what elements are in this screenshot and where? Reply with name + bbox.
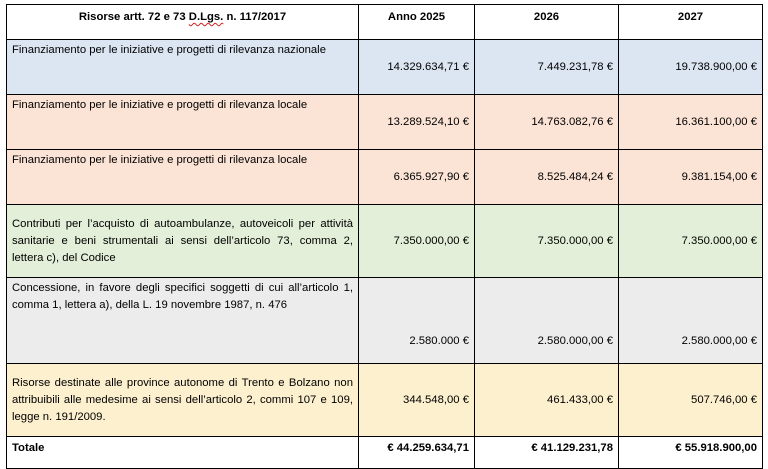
- row-value-2025: 7.350.000,00 €: [359, 205, 475, 278]
- row-value-2025: 6.365.927,90 €: [359, 150, 475, 205]
- row-description: Contributi per l’acquisto di autoambulanze, autoveicoli per attività sanitarie e beni strumentali ai sensi dell’articolo 73, comma 2, lettera c), del Codice: [7, 205, 359, 278]
- header-desc-law: D.Lgs.: [188, 11, 224, 23]
- row-value-2027: 507.746,00 €: [619, 364, 763, 437]
- total-value-2027: € 55.918.900,00: [619, 437, 763, 469]
- row-value-2025: 14.329.634,71 €: [359, 40, 475, 95]
- table-row: [7, 364, 763, 437]
- resources-table: [6, 4, 763, 469]
- header-year-2025: Anno 2025: [359, 5, 475, 40]
- total-value-2026: € 41.129.231,78: [475, 437, 619, 469]
- total-row: [7, 437, 763, 469]
- header-description: [7, 5, 359, 40]
- header-row: [7, 5, 763, 40]
- row-value-2025: 2.580.000 €: [359, 278, 475, 364]
- row-value-2027: 16.361.100,00 €: [619, 95, 763, 150]
- row-description: Risorse destinate alle province autonome di Trento e Bolzano non attribuibili alle medesime ai sensi dell’articolo 2, commi 107 e 109, legge n. 191/2009.: [7, 364, 359, 437]
- table-row: [7, 278, 763, 364]
- row-value-2027: 2.580.000,00 €: [619, 278, 763, 364]
- row-description: Finanziamento per le iniziative e progetti di rilevanza locale: [7, 150, 359, 205]
- row-description: Finanziamento per le iniziative e progetti di rilevanza nazionale: [7, 40, 359, 95]
- row-value-2026: 8.525.484,24 €: [475, 150, 619, 205]
- header-desc-prefix: Risorse artt. 72 e 73: [78, 11, 189, 23]
- row-description: Concessione, in favore degli specifici soggetti di cui all’articolo 1, comma 1, lettera a), della L. 19 novembre 1987, n. 476: [7, 278, 359, 364]
- table-row: [7, 205, 763, 278]
- header-year-2027: 2027: [619, 5, 763, 40]
- row-value-2027: 19.738.900,00 €: [619, 40, 763, 95]
- row-value-2026: 14.763.082,76 €: [475, 95, 619, 150]
- row-value-2025: 344.548,00 €: [359, 364, 475, 437]
- table-row: [7, 95, 763, 150]
- row-value-2025: 13.289.524,10 €: [359, 95, 475, 150]
- row-value-2027: 7.350.000,00 €: [619, 205, 763, 278]
- header-desc-suffix: n. 117/2017: [223, 11, 287, 23]
- row-value-2026: 461.433,00 €: [475, 364, 619, 437]
- row-value-2027: 9.381.154,00 €: [619, 150, 763, 205]
- row-description: Finanziamento per le iniziative e progetti di rilevanza locale: [7, 95, 359, 150]
- header-year-2026: 2026: [475, 5, 619, 40]
- row-value-2026: 2.580.000,00 €: [475, 278, 619, 364]
- table-row: [7, 40, 763, 95]
- total-value-2025: € 44.259.634,71: [359, 437, 475, 469]
- row-value-2026: 7.350.000,00 €: [475, 205, 619, 278]
- row-value-2026: 7.449.231,78 €: [475, 40, 619, 95]
- table-row: [7, 150, 763, 205]
- total-label: Totale: [7, 437, 359, 469]
